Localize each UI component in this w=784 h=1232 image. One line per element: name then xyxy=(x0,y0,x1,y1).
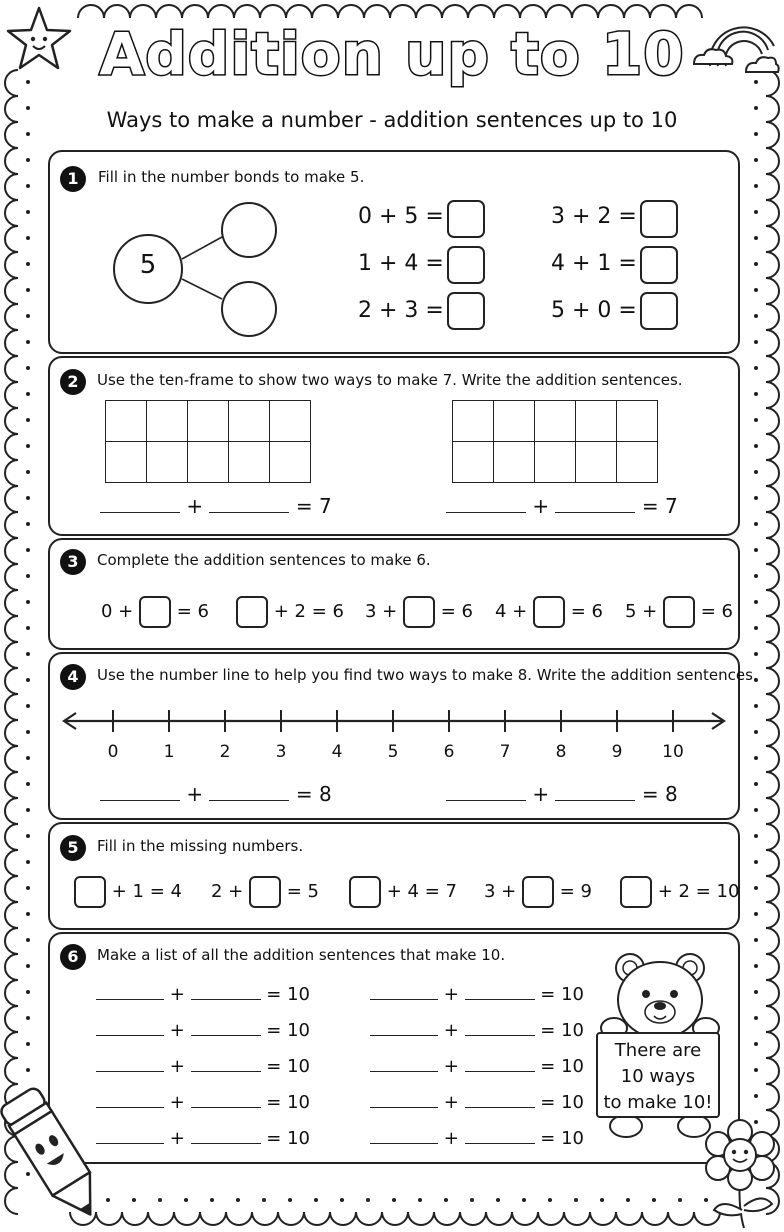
section-4-instruction: Use the number line to help you find two ways to make 8. Write the addition sentences. xyxy=(97,666,758,684)
section-3-number: 3 xyxy=(60,549,86,575)
equals-result: = 10 xyxy=(540,984,585,1005)
equals-result: = 10 xyxy=(540,1092,585,1113)
equals-result: = 7 xyxy=(295,494,332,518)
ten-frame[interactable] xyxy=(105,400,311,483)
s2-sentence-1 xyxy=(100,494,332,518)
plus-sign: + xyxy=(443,1020,459,1041)
item-suffix: = 6 xyxy=(440,601,473,622)
item-prefix: 0 + xyxy=(101,601,134,622)
answer-blank[interactable] xyxy=(209,799,289,801)
s6-sentence-row xyxy=(370,984,584,1005)
s1-eq-left-1: 0 + 5 = xyxy=(358,204,444,229)
plus-sign: + xyxy=(443,1092,459,1113)
section-1-number: 1 xyxy=(60,166,86,192)
equals-result: = 7 xyxy=(641,494,678,518)
equals-result: = 8 xyxy=(295,782,332,806)
tick-label: 6 xyxy=(443,742,455,762)
s6-sentence-row xyxy=(96,1128,310,1149)
answer-box[interactable] xyxy=(236,596,268,628)
s6-sentence-row xyxy=(370,1092,584,1113)
item-suffix: + 2 = 10 xyxy=(657,881,740,902)
section-2-instruction: Use the ten-frame to show two ways to make 7. Write the addition sentences. xyxy=(97,371,683,389)
s1-eq-right-3: 5 + 0 = xyxy=(551,298,637,323)
answer-blank[interactable] xyxy=(191,1070,261,1072)
plus-sign: + xyxy=(169,1056,185,1077)
item-suffix: + 1 = 4 xyxy=(111,881,182,902)
answer-blank[interactable] xyxy=(446,511,526,513)
plus-sign: + xyxy=(443,984,459,1005)
answer-blank[interactable] xyxy=(465,1142,535,1144)
section-4-number: 4 xyxy=(60,664,86,690)
answer-blank[interactable] xyxy=(555,799,635,801)
s3-item-3 xyxy=(365,596,473,628)
item-suffix: = 5 xyxy=(286,881,319,902)
answer-blank[interactable] xyxy=(555,511,635,513)
item-prefix: 3 + xyxy=(365,601,398,622)
section-5-number: 5 xyxy=(60,835,86,861)
answer-box[interactable] xyxy=(249,876,281,908)
answer-blank[interactable] xyxy=(465,998,535,1000)
plus-sign: + xyxy=(169,1128,185,1149)
ten-frame[interactable] xyxy=(452,400,658,483)
equals-result: = 10 xyxy=(540,1020,585,1041)
s2-sentence-2 xyxy=(446,494,678,518)
s1-eq-left-3: 2 + 3 = xyxy=(358,298,444,323)
item-suffix: + 4 = 7 xyxy=(386,881,457,902)
answer-blank[interactable] xyxy=(96,1070,164,1072)
equals-result: = 10 xyxy=(540,1128,585,1149)
section-1-instruction: Fill in the number bonds to make 5. xyxy=(98,168,365,186)
plus-sign: + xyxy=(443,1056,459,1077)
plus-sign: + xyxy=(443,1128,459,1149)
flower-icon xyxy=(700,1118,784,1230)
answer-box[interactable] xyxy=(74,876,106,908)
answer-box[interactable] xyxy=(403,596,435,628)
answer-blank[interactable] xyxy=(191,998,261,1000)
s3-item-4 xyxy=(495,596,603,628)
tick-label: 10 xyxy=(662,742,684,762)
answer-box[interactable] xyxy=(447,292,485,330)
answer-blank[interactable] xyxy=(370,1142,438,1144)
s4-sentence-2 xyxy=(446,782,678,806)
answer-blank[interactable] xyxy=(209,511,289,513)
item-prefix: 4 + xyxy=(495,601,528,622)
equals-result: = 8 xyxy=(641,782,678,806)
tick-label: 7 xyxy=(499,742,511,762)
answer-blank[interactable] xyxy=(100,799,180,801)
answer-box[interactable] xyxy=(640,246,678,284)
bear-sign xyxy=(596,1032,720,1118)
section-6-number: 6 xyxy=(60,944,86,970)
answer-blank[interactable] xyxy=(191,1142,261,1144)
equals-result: = 10 xyxy=(266,984,311,1005)
bond-part-2[interactable] xyxy=(222,282,276,336)
sign-line-1: There are xyxy=(614,1040,702,1061)
s3-item-1 xyxy=(101,596,209,628)
s6-sentence-row xyxy=(370,1128,584,1149)
page-subtitle: Ways to make a number - addition sentences up to 10 xyxy=(106,108,678,132)
answer-blank[interactable] xyxy=(370,1106,438,1108)
answer-box[interactable] xyxy=(447,200,485,238)
s6-sentence-row xyxy=(370,1056,584,1077)
answer-blank[interactable] xyxy=(191,1034,261,1036)
plus-sign: + xyxy=(169,984,185,1005)
s6-sentence-row xyxy=(96,1020,310,1041)
number-line xyxy=(60,706,730,736)
s1-eq-left-2: 1 + 4 = xyxy=(358,251,444,276)
sign-line-2: 10 ways xyxy=(620,1066,696,1087)
plus-sign: + xyxy=(169,1092,185,1113)
item-prefix: 2 + xyxy=(211,881,244,902)
s6-sentence-row xyxy=(96,984,310,1005)
answer-box[interactable] xyxy=(533,596,565,628)
answer-box[interactable] xyxy=(139,596,171,628)
item-suffix: = 6 xyxy=(570,601,603,622)
equals-result: = 10 xyxy=(266,1020,311,1041)
answer-blank[interactable] xyxy=(191,1106,261,1108)
tick-label: 3 xyxy=(275,742,287,762)
tick-label: 2 xyxy=(219,742,231,762)
bond-whole-value: 5 xyxy=(139,250,157,280)
answer-blank[interactable] xyxy=(370,1034,438,1036)
item-prefix: 3 + xyxy=(484,881,517,902)
s5-item-2 xyxy=(211,876,319,908)
tick-label: 4 xyxy=(331,742,343,762)
tick-label: 9 xyxy=(611,742,623,762)
pencil-icon xyxy=(0,1080,110,1230)
answer-box[interactable] xyxy=(522,876,554,908)
section-5-instruction: Fill in the missing numbers. xyxy=(97,837,304,855)
answer-blank[interactable] xyxy=(370,998,438,1000)
s3-item-5 xyxy=(625,596,733,628)
item-suffix: + 2 = 6 xyxy=(273,601,344,622)
answer-blank[interactable] xyxy=(446,799,526,801)
plus-sign: + xyxy=(186,494,204,518)
plus-sign: + xyxy=(532,782,550,806)
tick-label: 0 xyxy=(107,742,119,762)
item-suffix: = 6 xyxy=(700,601,733,622)
answer-box[interactable] xyxy=(663,596,695,628)
item-prefix: 5 + xyxy=(625,601,658,622)
s6-sentence-row xyxy=(96,1056,310,1077)
answer-box[interactable] xyxy=(640,292,678,330)
plus-sign: + xyxy=(169,1020,185,1041)
item-suffix: = 9 xyxy=(559,881,592,902)
s1-eq-right-2: 4 + 1 = xyxy=(551,251,637,276)
answer-box[interactable] xyxy=(640,200,678,238)
equals-result: = 10 xyxy=(266,1128,311,1149)
equals-result: = 10 xyxy=(540,1056,585,1077)
s6-sentence-row xyxy=(370,1020,584,1041)
tick-label: 8 xyxy=(555,742,567,762)
tick-label: 5 xyxy=(387,742,399,762)
item-suffix: = 6 xyxy=(176,601,209,622)
s1-eq-right-1: 3 + 2 = xyxy=(551,204,637,229)
equals-result: = 10 xyxy=(266,1092,311,1113)
answer-box[interactable] xyxy=(349,876,381,908)
plus-sign: + xyxy=(186,782,204,806)
bond-part-1[interactable] xyxy=(222,203,276,257)
answer-blank[interactable] xyxy=(465,1070,535,1072)
tick-label: 1 xyxy=(163,742,175,762)
answer-box[interactable] xyxy=(447,246,485,284)
page-title: Addition up to 10 xyxy=(99,20,685,88)
s6-sentence-row xyxy=(96,1092,310,1113)
answer-blank[interactable] xyxy=(370,1070,438,1072)
equals-result: = 10 xyxy=(266,1056,311,1077)
answer-blank[interactable] xyxy=(96,1034,164,1036)
s5-item-1 xyxy=(74,876,182,908)
section-2-number: 2 xyxy=(60,369,86,395)
s4-sentence-1 xyxy=(100,782,332,806)
section-6-instruction: Make a list of all the addition sentences that make 10. xyxy=(97,946,506,964)
answer-blank[interactable] xyxy=(100,511,180,513)
s3-item-2 xyxy=(236,596,344,628)
section-3-instruction: Complete the addition sentences to make 6. xyxy=(97,551,431,569)
s5-item-5 xyxy=(620,876,739,908)
s5-item-3 xyxy=(349,876,457,908)
s5-item-4 xyxy=(484,876,592,908)
answer-blank[interactable] xyxy=(465,1106,535,1108)
answer-box[interactable] xyxy=(620,876,652,908)
answer-blank[interactable] xyxy=(465,1034,535,1036)
answer-blank[interactable] xyxy=(96,998,164,1000)
sign-line-3: to make 10! xyxy=(603,1092,713,1113)
plus-sign: + xyxy=(532,494,550,518)
